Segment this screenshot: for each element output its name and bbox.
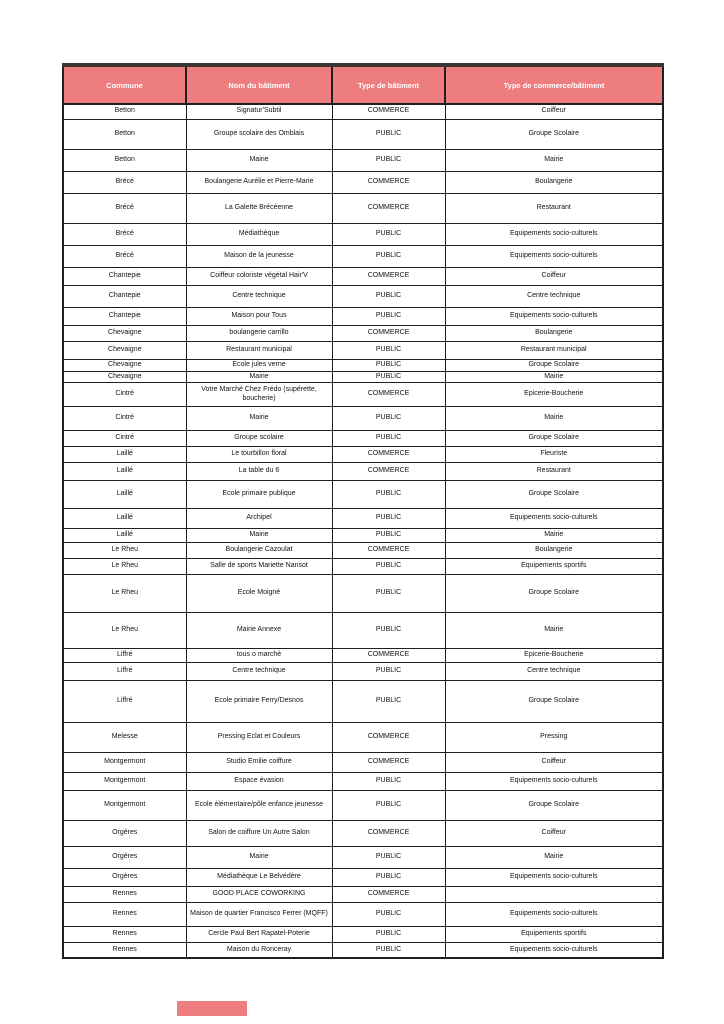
table-cell-nom: Le tourbillon floral bbox=[186, 447, 332, 463]
table-cell-nom: Espace évasion bbox=[186, 773, 332, 791]
table-cell-commerce: Groupe Scolaire bbox=[445, 575, 663, 613]
table-cell-type: COMMERCE bbox=[332, 753, 445, 773]
table-row bbox=[63, 245, 663, 267]
table-cell-type: PUBLIC bbox=[332, 371, 445, 383]
column-header-nom-batiment: Nom du bâtiment bbox=[186, 65, 332, 104]
table-cell-nom: Boulangerie Cazoulat bbox=[186, 543, 332, 559]
table-cell-nom: Médiathèque Le Belvédère bbox=[186, 869, 332, 887]
table-cell-type: PUBLIC bbox=[332, 943, 445, 958]
table-row bbox=[63, 359, 663, 371]
table-cell-commerce: Groupe Scolaire bbox=[445, 681, 663, 723]
table-cell-commerce: Restaurant bbox=[445, 463, 663, 481]
table-cell-commerce: Groupe Scolaire bbox=[445, 481, 663, 509]
table-cell-commerce: Epicerie-Boucherie bbox=[445, 383, 663, 407]
table-cell-nom: La table du 6 bbox=[186, 463, 332, 481]
table-cell-nom: Signatur'Subtil bbox=[186, 104, 332, 119]
table-row bbox=[63, 463, 663, 481]
table-cell-type: PUBLIC bbox=[332, 613, 445, 649]
table-cell-commerce: Restaurant bbox=[445, 193, 663, 223]
table-cell-type: PUBLIC bbox=[332, 307, 445, 325]
table-cell-type: COMMERCE bbox=[332, 821, 445, 847]
table-sheet bbox=[62, 63, 662, 959]
table-cell-nom: Mairie bbox=[186, 149, 332, 171]
column-header-type-commerce: Type de commerce/bâtiment bbox=[445, 65, 663, 104]
table-row bbox=[63, 869, 663, 887]
table-cell-commune: Chevaigne bbox=[63, 371, 186, 383]
table-cell-commerce: Mairie bbox=[445, 529, 663, 543]
table-row bbox=[63, 663, 663, 681]
table-cell-nom: Salon de coiffure Un Autre Salon bbox=[186, 821, 332, 847]
table-cell-nom: Maison de quartier Francisco Ferrer (MQFF) bbox=[186, 903, 332, 927]
table-cell-commerce: Equipements socio-culturels bbox=[445, 773, 663, 791]
table-cell-commune: Orgères bbox=[63, 847, 186, 869]
table-cell-type: COMMERCE bbox=[332, 463, 445, 481]
table-cell-commune: Rennes bbox=[63, 903, 186, 927]
table-row bbox=[63, 753, 663, 773]
table-row bbox=[63, 649, 663, 663]
table-row bbox=[63, 543, 663, 559]
table-cell-commerce: Centre technique bbox=[445, 285, 663, 307]
table-cell-commerce: Groupe Scolaire bbox=[445, 359, 663, 371]
table-cell-commune: Le Rheu bbox=[63, 575, 186, 613]
table-cell-type: PUBLIC bbox=[332, 341, 445, 359]
table-cell-commerce: Groupe Scolaire bbox=[445, 791, 663, 821]
table-cell-commune: Rennes bbox=[63, 927, 186, 943]
table-cell-commune: Chevaigne bbox=[63, 325, 186, 341]
table-row bbox=[63, 509, 663, 529]
table-cell-type: PUBLIC bbox=[332, 359, 445, 371]
table-cell-type: PUBLIC bbox=[332, 149, 445, 171]
table-cell-commune: Rennes bbox=[63, 887, 186, 903]
table-cell-type: PUBLIC bbox=[332, 119, 445, 149]
table-row bbox=[63, 447, 663, 463]
header-row bbox=[63, 65, 663, 104]
table-cell-commune: Brécé bbox=[63, 171, 186, 193]
table-row bbox=[63, 847, 663, 869]
table-header bbox=[63, 65, 663, 104]
table-cell-commune: Brécé bbox=[63, 223, 186, 245]
table-cell-type: COMMERCE bbox=[332, 447, 445, 463]
table-row bbox=[63, 171, 663, 193]
table-row bbox=[63, 119, 663, 149]
table-cell-type: PUBLIC bbox=[332, 663, 445, 681]
table-cell-commerce: Groupe Scolaire bbox=[445, 431, 663, 447]
table-cell-commune: Liffré bbox=[63, 663, 186, 681]
table-cell-type: PUBLIC bbox=[332, 509, 445, 529]
table-cell-commune: Chantepie bbox=[63, 285, 186, 307]
table-cell-commerce: Centre technique bbox=[445, 663, 663, 681]
table-cell-commerce: Mairie bbox=[445, 847, 663, 869]
table-cell-nom: Centre technique bbox=[186, 663, 332, 681]
table-row bbox=[63, 575, 663, 613]
table-cell-type: PUBLIC bbox=[332, 529, 445, 543]
table-cell-type: PUBLIC bbox=[332, 245, 445, 267]
table-row bbox=[63, 821, 663, 847]
table-cell-nom: Groupe scolaire des Omblais bbox=[186, 119, 332, 149]
table-cell-commerce: Equipements socio-culturels bbox=[445, 869, 663, 887]
table-cell-commerce: Mairie bbox=[445, 613, 663, 649]
table-cell-type: COMMERCE bbox=[332, 171, 445, 193]
table-cell-commerce: Boulangerie bbox=[445, 171, 663, 193]
table-cell-commune: Chevaigne bbox=[63, 341, 186, 359]
table-cell-nom: Cercle Paul Bert Rapatel-Poterie bbox=[186, 927, 332, 943]
table-cell-commerce: Restaurant municipal bbox=[445, 341, 663, 359]
table-cell-commune: Laillé bbox=[63, 447, 186, 463]
table-cell-type: COMMERCE bbox=[332, 543, 445, 559]
table-cell-type: PUBLIC bbox=[332, 481, 445, 509]
table-cell-commune: Laillé bbox=[63, 529, 186, 543]
table-row bbox=[63, 307, 663, 325]
table-cell-commune: Orgères bbox=[63, 869, 186, 887]
table-row bbox=[63, 371, 663, 383]
table-cell-commune: Cintré bbox=[63, 407, 186, 431]
table-row bbox=[63, 325, 663, 341]
table-cell-type: PUBLIC bbox=[332, 903, 445, 927]
table-row bbox=[63, 927, 663, 943]
table-cell-nom: Mairie bbox=[186, 371, 332, 383]
table-cell-commune: Brécé bbox=[63, 193, 186, 223]
table-cell-type: COMMERCE bbox=[332, 193, 445, 223]
table-cell-commerce: Coiffeur bbox=[445, 821, 663, 847]
table-cell-type: PUBLIC bbox=[332, 559, 445, 575]
table-cell-commerce: Coiffeur bbox=[445, 753, 663, 773]
table-cell-commune: Orgères bbox=[63, 821, 186, 847]
table-cell-nom: Ecole primaire publique bbox=[186, 481, 332, 509]
table-cell-type: PUBLIC bbox=[332, 223, 445, 245]
table-cell-commerce: Fleuriste bbox=[445, 447, 663, 463]
table-cell-nom: Maison de la jeunesse bbox=[186, 245, 332, 267]
table-cell-type: PUBLIC bbox=[332, 407, 445, 431]
column-header-commune: Commune bbox=[63, 65, 186, 104]
next-page-header-fragment bbox=[177, 1001, 247, 1016]
table-cell-commune: Montgermont bbox=[63, 773, 186, 791]
table-cell-type: PUBLIC bbox=[332, 847, 445, 869]
table-cell-commune: Montgermont bbox=[63, 753, 186, 773]
table-cell-commerce: Epicerie-Boucherie bbox=[445, 649, 663, 663]
table-cell-commerce: Coiffeur bbox=[445, 267, 663, 285]
table-cell-commune: Melesse bbox=[63, 723, 186, 753]
table-cell-commune: Le Rheu bbox=[63, 543, 186, 559]
table-cell-commune: Cintré bbox=[63, 383, 186, 407]
table-cell-commune: Liffré bbox=[63, 681, 186, 723]
table-cell-commune: Laillé bbox=[63, 463, 186, 481]
table-cell-commune: Chevaigne bbox=[63, 359, 186, 371]
table-cell-type: COMMERCE bbox=[332, 383, 445, 407]
table-row bbox=[63, 223, 663, 245]
table-row bbox=[63, 267, 663, 285]
table-cell-commerce: Equipements socio-culturels bbox=[445, 509, 663, 529]
table-cell-commerce: Mairie bbox=[445, 407, 663, 431]
table-cell-commune: Cintré bbox=[63, 431, 186, 447]
table-cell-nom: boulangerie carrillo bbox=[186, 325, 332, 341]
table-cell-type: COMMERCE bbox=[332, 723, 445, 753]
table-cell-commune: Betton bbox=[63, 104, 186, 119]
table-cell-commerce: Equipements sportifs bbox=[445, 927, 663, 943]
table-cell-commerce: Pressing bbox=[445, 723, 663, 753]
table-cell-type: PUBLIC bbox=[332, 869, 445, 887]
table-cell-type: PUBLIC bbox=[332, 431, 445, 447]
table-row bbox=[63, 104, 663, 119]
table-row bbox=[63, 431, 663, 447]
table-cell-commune: Brécé bbox=[63, 245, 186, 267]
table-cell-nom: Maison du Ronceray bbox=[186, 943, 332, 958]
table-cell-nom: Pressing Eclat et Couleurs bbox=[186, 723, 332, 753]
table-cell-type: PUBLIC bbox=[332, 575, 445, 613]
table-cell-nom: Studio Emilie coiffure bbox=[186, 753, 332, 773]
table-cell-commune: Montgermont bbox=[63, 791, 186, 821]
table-cell-nom: Médiathèque bbox=[186, 223, 332, 245]
table-cell-commune: Chantepie bbox=[63, 267, 186, 285]
table-cell-nom: Salle de sports Mariette Nansot bbox=[186, 559, 332, 575]
table-cell-nom: Mairie Annexe bbox=[186, 613, 332, 649]
table-row bbox=[63, 613, 663, 649]
table-cell-nom: Mairie bbox=[186, 847, 332, 869]
table-cell-type: COMMERCE bbox=[332, 325, 445, 341]
table-cell-nom: Ecole primaire Ferry/Desnos bbox=[186, 681, 332, 723]
table-row bbox=[63, 341, 663, 359]
table-cell-nom: Groupe scolaire bbox=[186, 431, 332, 447]
table-cell-nom: Mairie bbox=[186, 407, 332, 431]
table-cell-nom: Maison pour Tous bbox=[186, 307, 332, 325]
table-row bbox=[63, 383, 663, 407]
table-cell-commune: Chantepie bbox=[63, 307, 186, 325]
table-cell-nom: Votre Marché Chez Frédo (supérette, boucherie) bbox=[186, 383, 332, 407]
table-cell-type: PUBLIC bbox=[332, 791, 445, 821]
table-cell-nom: Ecole Moigné bbox=[186, 575, 332, 613]
table-cell-type: COMMERCE bbox=[332, 104, 445, 119]
table-cell-commune: Le Rheu bbox=[63, 559, 186, 575]
table-cell-type: COMMERCE bbox=[332, 649, 445, 663]
table-row bbox=[63, 887, 663, 903]
table-cell-type: COMMERCE bbox=[332, 267, 445, 285]
table-cell-nom: Centre technique bbox=[186, 285, 332, 307]
table-cell-commerce: Boulangerie bbox=[445, 543, 663, 559]
table-cell-nom: Boulangerie Aurélie et Pierre-Marie bbox=[186, 171, 332, 193]
table-cell-commune: Betton bbox=[63, 119, 186, 149]
table-cell-commerce: Groupe Scolaire bbox=[445, 119, 663, 149]
table-cell-commune: Laillé bbox=[63, 509, 186, 529]
table-cell-commune: Rennes bbox=[63, 943, 186, 958]
table-cell-commerce bbox=[445, 887, 663, 903]
table-cell-type: PUBLIC bbox=[332, 773, 445, 791]
table-cell-commerce: Equipements socio-culturels bbox=[445, 245, 663, 267]
table-cell-nom: GOOD PLACE COWORKING bbox=[186, 887, 332, 903]
table-cell-commerce: Boulangerie bbox=[445, 325, 663, 341]
table-cell-commerce: Mairie bbox=[445, 371, 663, 383]
table-row bbox=[63, 529, 663, 543]
table-cell-commerce: Equipements socio-culturels bbox=[445, 903, 663, 927]
table-cell-nom: Archipel bbox=[186, 509, 332, 529]
table-body bbox=[63, 104, 663, 958]
table-cell-commerce: Equipements socio-culturels bbox=[445, 223, 663, 245]
table-cell-type: COMMERCE bbox=[332, 887, 445, 903]
table-cell-type: PUBLIC bbox=[332, 681, 445, 723]
table-cell-nom: Mairie bbox=[186, 529, 332, 543]
table-cell-commune: Liffré bbox=[63, 649, 186, 663]
table-row bbox=[63, 559, 663, 575]
table-row bbox=[63, 481, 663, 509]
table-row bbox=[63, 149, 663, 171]
table-cell-commerce: Mairie bbox=[445, 149, 663, 171]
table-cell-type: PUBLIC bbox=[332, 285, 445, 307]
table-row bbox=[63, 285, 663, 307]
table-row bbox=[63, 723, 663, 753]
table-cell-commerce: Equipements socio-culturels bbox=[445, 943, 663, 958]
buildings-table bbox=[62, 63, 664, 959]
table-cell-commune: Betton bbox=[63, 149, 186, 171]
table-row bbox=[63, 681, 663, 723]
table-cell-nom: La Galette Brécéenne bbox=[186, 193, 332, 223]
table-row bbox=[63, 943, 663, 958]
table-cell-nom: Coiffeur coloriste végétal Hair'V bbox=[186, 267, 332, 285]
table-cell-commerce: Equipements socio-culturels bbox=[445, 307, 663, 325]
table-row bbox=[63, 773, 663, 791]
table-cell-commerce: Coiffeur bbox=[445, 104, 663, 119]
table-row bbox=[63, 903, 663, 927]
table-cell-type: PUBLIC bbox=[332, 927, 445, 943]
table-row bbox=[63, 791, 663, 821]
table-cell-nom: Restaurant municipal bbox=[186, 341, 332, 359]
table-cell-commune: Laillé bbox=[63, 481, 186, 509]
table-cell-commune: Le Rheu bbox=[63, 613, 186, 649]
table-cell-nom: tous o marché bbox=[186, 649, 332, 663]
table-cell-commerce: Equipements sportifs bbox=[445, 559, 663, 575]
table-cell-nom: Ecole élémentaire/pôle enfance jeunesse bbox=[186, 791, 332, 821]
table-row bbox=[63, 407, 663, 431]
table-row bbox=[63, 193, 663, 223]
column-header-type-batiment: Type de bâtiment bbox=[332, 65, 445, 104]
table-cell-nom: Ecole jules verne bbox=[186, 359, 332, 371]
